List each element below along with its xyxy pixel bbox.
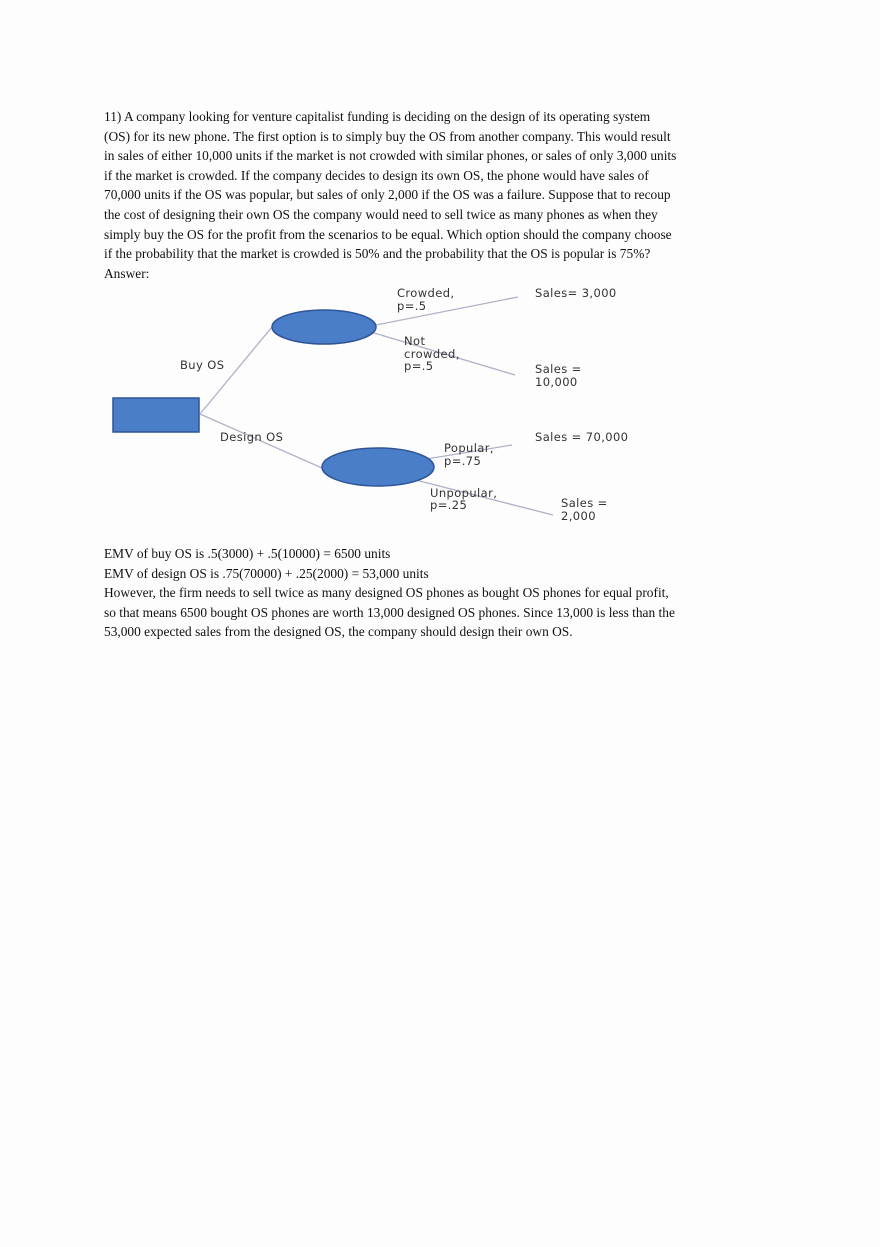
question-line: simply buy the OS for the profit from the scenarios to be equal. Which option should the company choose [104, 226, 672, 242]
unpopular-sales-value: 2,000 [561, 509, 596, 523]
conclusion-line: 53,000 expected sales from the designed OS, the company should design their own OS. [104, 624, 573, 640]
buy-os-label: Buy OS [180, 358, 225, 372]
not-crowded-label-2: crowded, [404, 347, 460, 361]
crowded-label: Crowded, [397, 286, 455, 300]
emv-design-line: EMV of design OS is .75(70000) + .25(2000) = 53,000 units [104, 565, 429, 581]
question-line: if the probability that the market is crowded is 50% and the probability that the OS is popular is 75%? [104, 246, 651, 262]
popular-prob: p=.75 [444, 454, 482, 468]
chance-node-buy [272, 310, 376, 344]
conclusion-line: so that means 6500 bought OS phones are worth 13,000 designed OS phones. Since 13,000 is less than the [104, 604, 675, 620]
question-line: if the market is crowded. If the company decides to design its own OS, the phone would have sales of [104, 167, 649, 183]
unpopular-prob: p=.25 [430, 498, 468, 512]
popular-sales: Sales = 70,000 [535, 430, 629, 444]
answer-text [104, 544, 744, 642]
question-line: 70,000 units if the OS was popular, but sales of only 2,000 if the OS was a failure. Suppose that to recoup [104, 187, 671, 203]
answer-heading: Answer: [104, 265, 150, 281]
unpopular-label: Unpopular, [430, 486, 498, 500]
not-crowded-sales-value: 10,000 [535, 375, 578, 389]
question-line: (OS) for its new phone. The first option is to simply buy the OS from another company. This would result [104, 128, 671, 144]
question-text [104, 107, 744, 283]
question-line: 11) A company looking for venture capitalist funding is deciding on the design of its operating system [104, 109, 651, 124]
unpopular-sales-label: Sales = [561, 496, 608, 510]
not-crowded-label-1: Not [404, 334, 426, 348]
chance-node-design [322, 448, 434, 486]
question-line: in sales of either 10,000 units if the market is not crowded with similar phones, or sales of only 3,000 units [104, 148, 677, 164]
decision-tree [100, 280, 660, 530]
crowded-prob: p=.5 [397, 299, 427, 313]
not-crowded-prob: p=.5 [404, 359, 434, 373]
conclusion-line: However, the firm needs to sell twice as many designed OS phones as bought OS phones for equal profit, [104, 585, 669, 601]
popular-label: Popular, [444, 441, 494, 455]
crowded-sales: Sales= 3,000 [535, 286, 617, 300]
design-os-label: Design OS [220, 430, 284, 444]
not-crowded-sales-label: Sales = [535, 362, 582, 376]
emv-buy-line: EMV of buy OS is .5(3000) + .5(10000) = 6500 units [104, 546, 391, 561]
question-line: the cost of designing their own OS the company would need to sell twice as many phones as when they [104, 206, 658, 222]
decision-node [113, 398, 199, 432]
